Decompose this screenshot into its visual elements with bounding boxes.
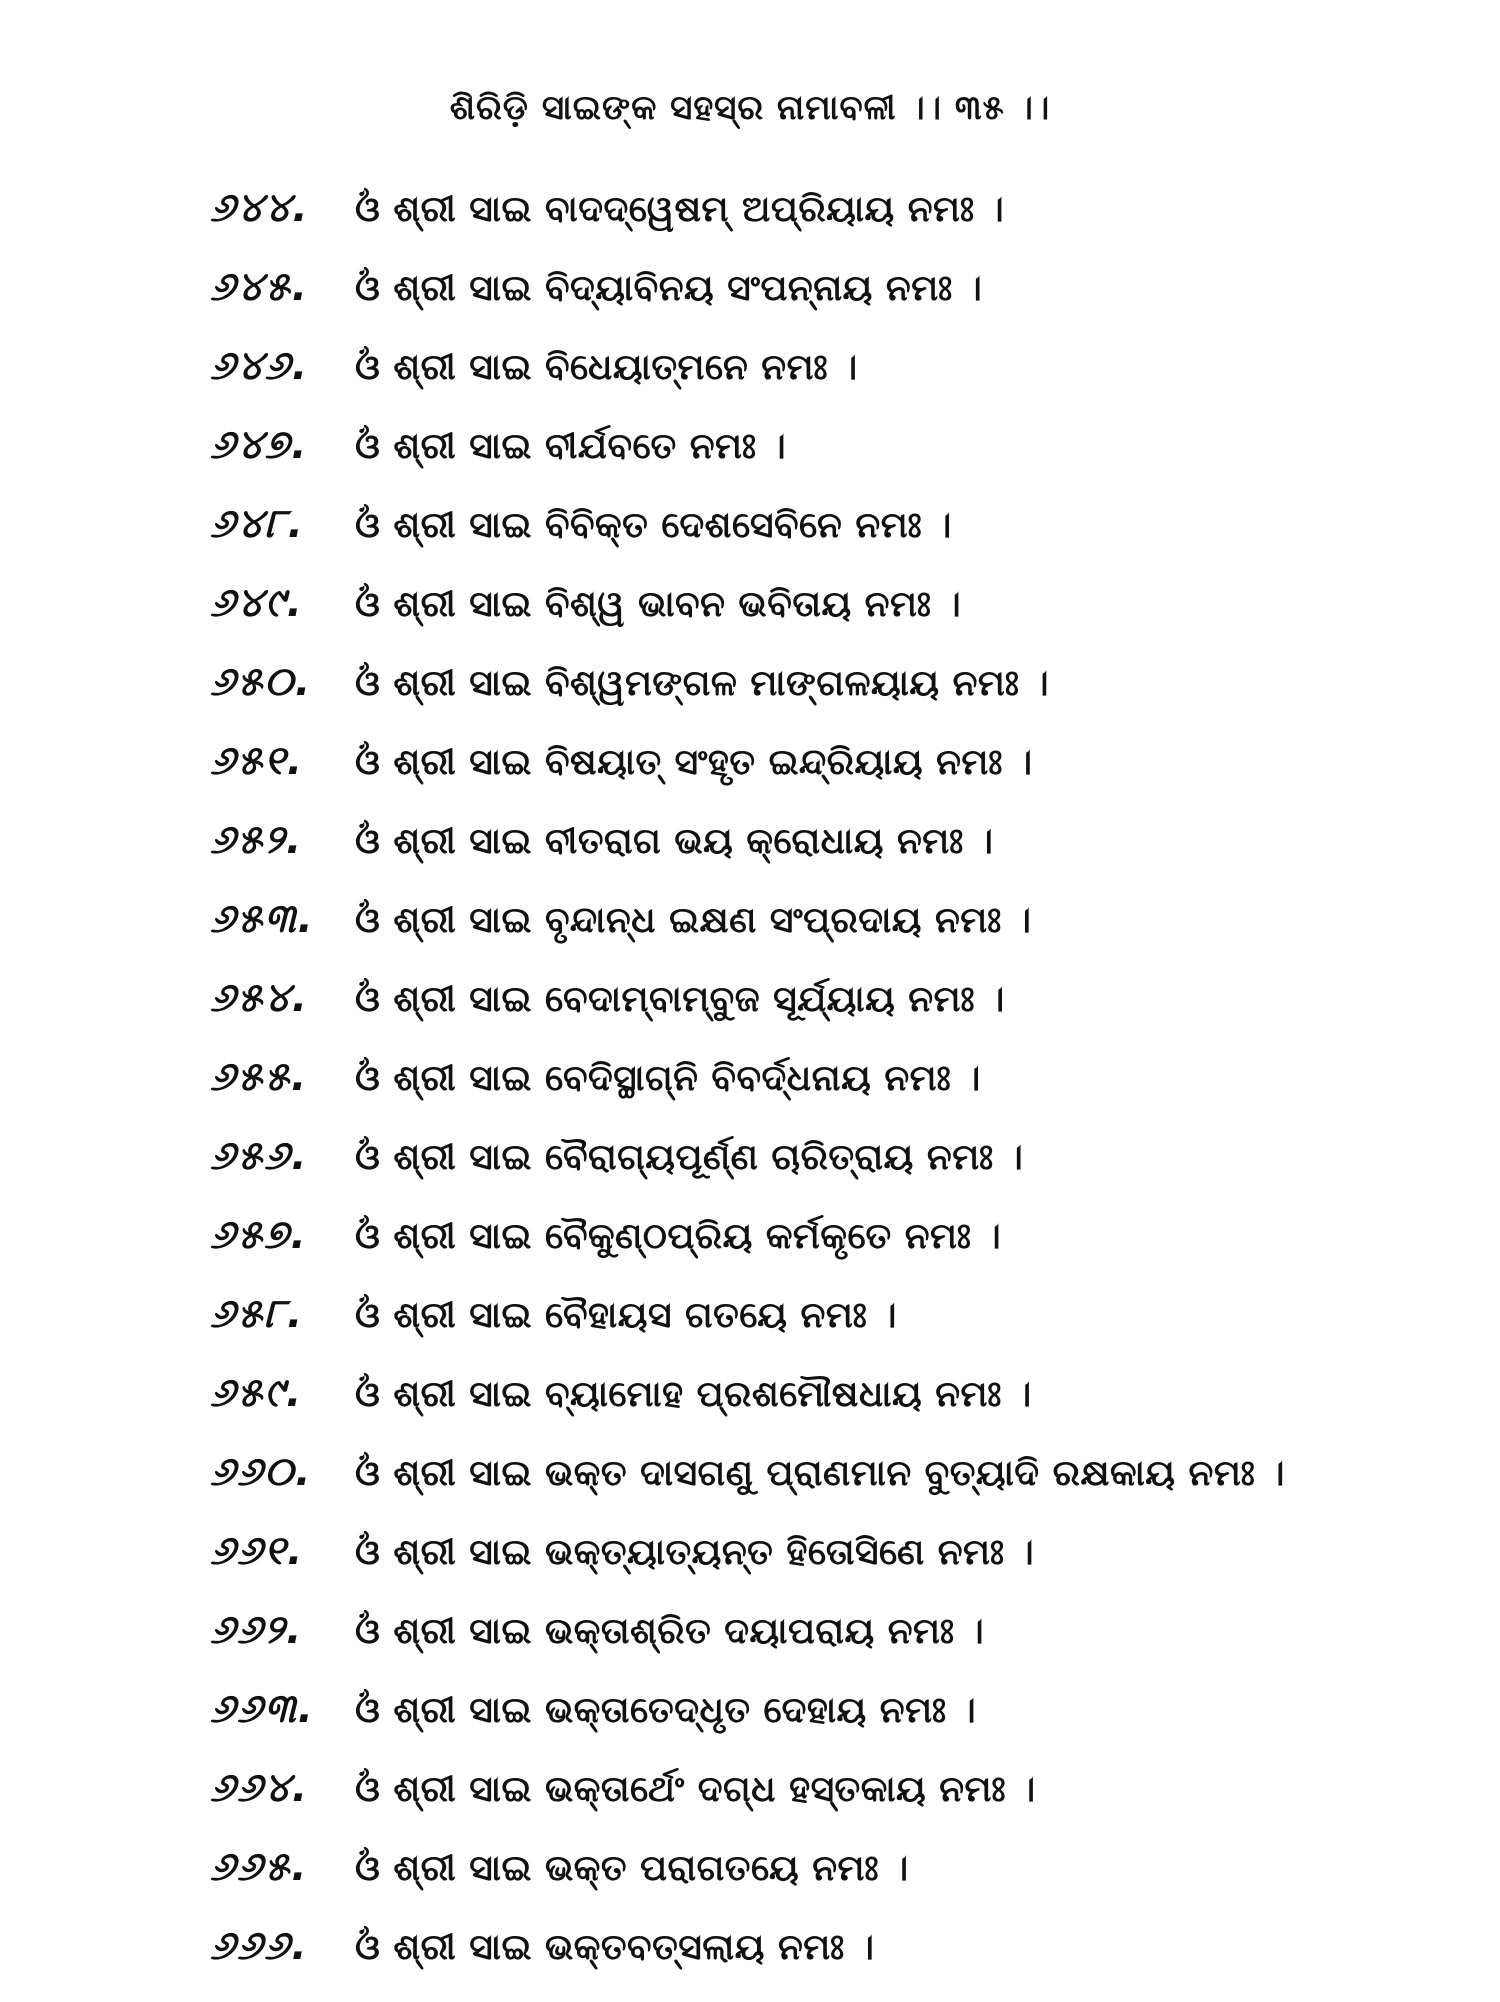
list-item (210, 1765, 1440, 1844)
entry-text: ଓଁ ଶ୍ରୀ ସାଇ ବୃନ୍ଦାନ୍ଧ ଇକ୍ଷଣ ସଂପ୍ରଦାୟ ନମଃ । (355, 900, 1032, 941)
entry-text: ଓଁ ଶ୍ରୀ ସାଇ ଭକ୍ତାର୍ଥେଂ ଦଗ୍ଧ ହସ୍ତକାୟ ନମଃ । (355, 1769, 1036, 1810)
list-item (210, 501, 1440, 580)
list-item (210, 580, 1440, 659)
entry-text: ଓଁ ଶ୍ରୀ ସାଇ ବିଶ୍ୱମଙ୍ଗଳ ମାଙ୍ଗଳୟାୟ ନମଃ । (355, 663, 1050, 704)
entry-text: ଓଁ ଶ୍ରୀ ସାଇ ବୀତରାଗ ଭୟ କ୍ରୋଧାୟ ନମଃ । (355, 821, 994, 862)
entry-text: ଓଁ ଶ୍ରୀ ସାଇ ବିଶ୍ୱ ଭାବନ ଭବିତାୟ ନମଃ । (355, 584, 962, 625)
entry-number: ୬୬୬. (210, 1923, 309, 1969)
entry-text: ଓଁ ଶ୍ରୀ ସାଇ ଭକ୍ତବତ୍ସଲାୟ ନମଃ । (355, 1927, 875, 1968)
entry-text: ଓଁ ଶ୍ରୀ ସାଇ ବୈକୁଣ୍ଠପ୍ରିୟ କର୍ମକୃତେ ନମଃ । (355, 1216, 1002, 1257)
entry-number: ୬୪୮. (210, 501, 305, 547)
entry-text: ଓଁ ଶ୍ରୀ ସାଇ ବେଦିସ୍ଥାଗ୍ନି ବିବର୍ଦ୍ଧନାୟ ନମଃ । (355, 1058, 981, 1099)
entry-number: ୬୫୪. (210, 975, 309, 1021)
entry-text: ଓଁ ଶ୍ରୀ ସାଇ ବୀର୍ଯବତେ ନମଃ । (355, 426, 787, 467)
list-item (210, 1291, 1440, 1370)
entry-number: ୬୪୬. (210, 343, 310, 389)
entry-number: ୬୬୩. (210, 1686, 315, 1732)
entry-text: ଓଁ ଶ୍ରୀ ସାଇ ବିଷୟାତ୍ ସଂହୃତ ଇନ୍ଦ୍ରିୟାୟ ନମଃ । (355, 742, 1033, 783)
entry-text: ଓଁ ଶ୍ରୀ ସାଇ ବାଦଦ୍ୱେଷମ୍ ଅପ୍ରିୟାୟ ନମଃ । (355, 189, 1005, 230)
entry-text: ଓଁ ଶ୍ରୀ ସାଇ ବିଦ୍ୟାବିନୟ ସଂପନ୍ନାୟ ନମଃ । (355, 268, 983, 309)
entry-number: ୬୬୦. (210, 1449, 313, 1495)
entry-text: ଓଁ ଶ୍ରୀ ସାଇ ବିଧେୟାତ୍ମନେ ନମଃ । (355, 347, 858, 388)
list-item (210, 1844, 1440, 1923)
entry-number: ୬୬୨. (210, 1607, 304, 1653)
list-item (210, 1370, 1440, 1449)
list-item (210, 817, 1440, 896)
list-item (210, 1054, 1440, 1133)
entry-number: ୬୬୧. (210, 1528, 305, 1574)
list-item (210, 738, 1440, 817)
entry-number: ୬୬୫. (210, 1844, 309, 1890)
list-item (210, 975, 1440, 1054)
list-item (210, 264, 1440, 343)
list-item (210, 1686, 1440, 1765)
page-header: ଶିରିଡ଼ି ସାଇଙ୍କ ସହସ୍ର ନାମାବଳୀ ।। ୩୫ ।। (449, 88, 1051, 128)
list-item (210, 659, 1440, 738)
entry-text: ଓଁ ଶ୍ରୀ ସାଇ ଭକ୍ତାଶ୍ରିତ ଦୟାପରାୟ ନମଃ । (355, 1611, 985, 1652)
entry-number: ୬୪୫. (210, 264, 309, 310)
entry-text: ଓଁ ଶ୍ରୀ ସାଇ ଭକ୍ତାତେଦ୍ଧୃତ ଦେହାୟ ନମଃ । (355, 1690, 977, 1731)
list-item (210, 185, 1440, 264)
list-item (210, 1923, 1440, 2002)
entry-number: ୬୬୪. (210, 1765, 310, 1811)
entry-text: ଓଁ ଶ୍ରୀ ସାଇ ବ୍ୟାମୋହ ପ୍ରଶମୌଷଧାୟ ନମଃ । (355, 1374, 1032, 1415)
list-item (210, 1607, 1440, 1686)
entry-number: ୬୫୬. (210, 1133, 309, 1179)
list-item (210, 422, 1440, 501)
list-item (210, 1212, 1440, 1291)
entry-text: ଓଁ ଶ୍ରୀ ସାଇ ଭକ୍ତ ପରାଗତୟେ ନମଃ । (355, 1848, 909, 1889)
list-item (210, 896, 1440, 975)
entry-number: ୬୪୭. (210, 422, 309, 468)
entry-text: ଓଁ ଶ୍ରୀ ସାଇ ବୈରାଗ୍ୟପୂର୍ଣ୍ଣ ଚାରିତ୍ରାୟ ନମଃ । (355, 1137, 1024, 1178)
list-item (210, 1528, 1440, 1607)
list-item (210, 1449, 1440, 1528)
entry-text: ଓଁ ଶ୍ରୀ ସାଇ ବେଦାମ୍ବାମ୍ବୁଜ ସୂର୍ଯ୍ୟାୟ ନମଃ । (355, 979, 1005, 1020)
entry-number: ୬୫୧. (210, 738, 305, 784)
entry-number: ୬୫୭. (210, 1212, 308, 1258)
entry-number: ୬୫୩. (210, 896, 315, 942)
entry-number: ୬୫୯. (210, 1370, 304, 1416)
entry-number: ୬୫୮. (210, 1291, 305, 1337)
entry-text: ଓଁ ଶ୍ରୀ ସାଇ ବିବିକ୍ତ ଦେଶସେବିନେ ନମଃ । (355, 505, 952, 546)
list-item (210, 1133, 1440, 1212)
name-list (210, 185, 1440, 2002)
entry-number: ୬୫୨. (210, 817, 304, 863)
entry-number: ୬୪୯. (210, 580, 304, 626)
entry-number: ୬୪୪. (210, 185, 310, 231)
entry-text: ଓଁ ଶ୍ରୀ ସାଇ ଭକ୍ତ ଦାସଗଣୁ ପ୍ରାଣମାନ ବୁତ୍ୟାଦି ରକ୍ଷକାୟ ନମଃ । (355, 1453, 1285, 1494)
entry-text: ଓଁ ଶ୍ରୀ ସାଇ ଭକ୍ତ୍ୟାତ୍ୟନ୍ତ ହିତୋସିଣେ ନମଃ । (355, 1532, 1035, 1573)
entry-text: ଓଁ ଶ୍ରୀ ସାଇ ବୈହାୟସ ଗତୟେ ନମଃ । (355, 1295, 897, 1336)
entry-number: ୬୫୫. (210, 1054, 309, 1100)
entry-number: ୬୫୦. (210, 659, 313, 705)
list-item (210, 343, 1440, 422)
